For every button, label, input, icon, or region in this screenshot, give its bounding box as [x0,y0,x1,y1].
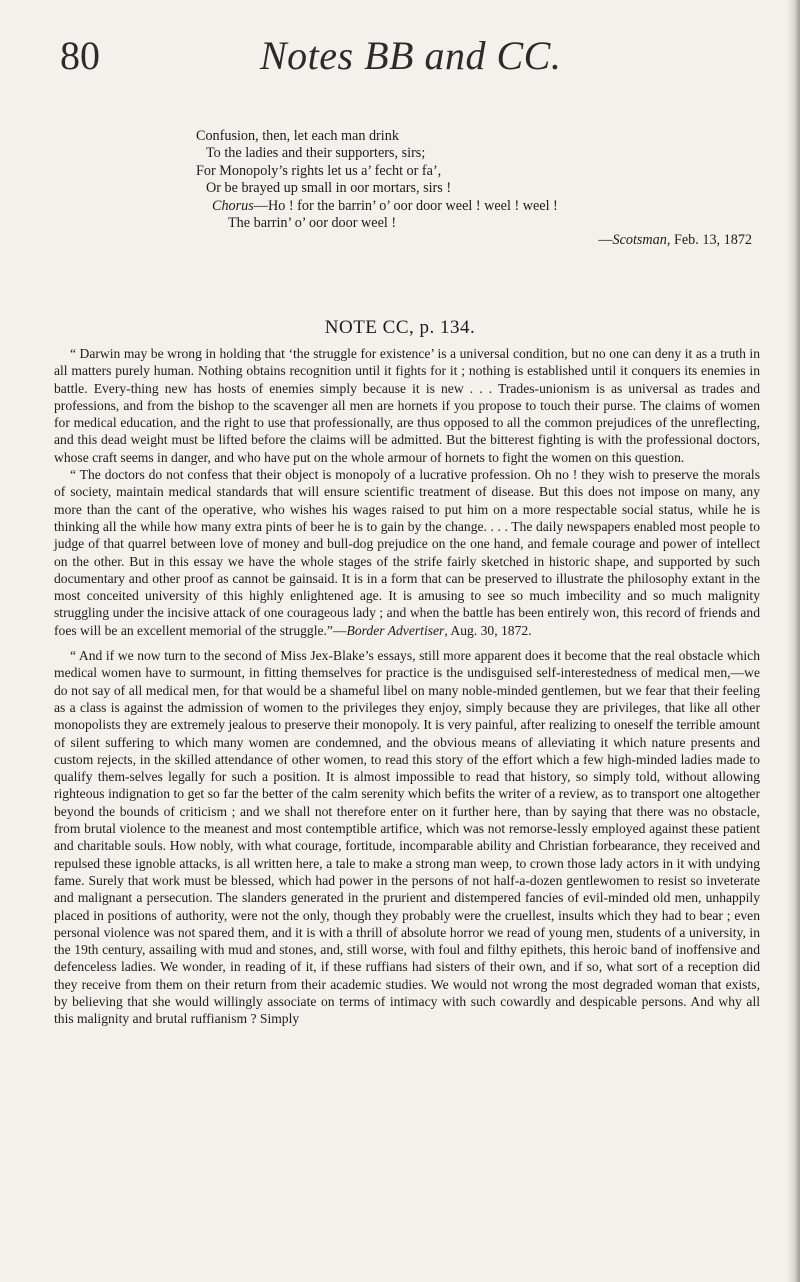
poem-line-2: To the ladies and their supporters, sirs; [206,145,426,162]
note-paragraph-1: “ Darwin may be wrong in holding that ‘the struggle for existence’ is a universal condition, but no one can deny it as a truth in all matters purely human. Nothing obtains recognition until it fights for it ; nothing is established until it conquers its enemies in battle. Every-thing new has hosts of enemies simply because it is new . . . Trades-unionism is as universal as trades and professions, and from the bishop to the scavenger all men are hornets if you propose to touch their purse. The claims of women for medical education, and the right to use that professionally, are thus opposed to all the common prejudices of the unreflecting, and this dead weight must be lifted before the claims will be admitted. But the bitterest fighting is with the professional doctors, whose craft seems in danger, and who have put on the whole armour of hornets to fight the women on this question. [54,346,760,465]
poem-source: —Scotsman, Feb. 13, 1872 [598,232,752,249]
poem-chorus [196,198,756,215]
poem-line-3: For Monopoly’s rights let us a’ fecht or fa’, [196,162,442,179]
poem-line-4: Or be brayed up small in oor mortars, sirs ! [206,180,452,197]
page-header [60,32,760,92]
note-paragraph-3: “ And if we now turn to the second of Miss Jex-Blake’s essays, still more apparent does it become that the real obstacle which medical women have to surmount, in fitting themselves for practice is the undisguised self-interestedness of medical men,—we do not say of all medical men, for that would be a shameful libel on many noble-minded gentlemen, but we fear that their feeling as a class is against the admission of women to the privileges they enjoy, simply because they are privileges, that like all other monopolists they are extremely jealous to preserve their monopoly. It is very painful, after realizing to oneself the terrible amount of silent suffering to which many women are condemned, and the obvious means of alleviating it which nature presents and custom rejects, in the skilled attendance of other women, to read this story of the effort which a few high-minded ladies made to qualify them-selves legally for such a position. It is almost impossible to read that history, so simply told, without allowing righteous indignation to get so far the better of the calm serenity which befits the writer of a review, as to transport one altogether beyond the bounds of criticism ; and we shall not therefore enter on it further here, than by saying that there was no obstacle, from brutal violence to the meanest and most contemptible artifice, which was not remorse-lessly employed against these patient and charitable souls. How nobly, with what courage, fortitude, incomparable ability and Christian forbearance, they received and repulsed these ignoble attacks, is all written here, a tale to make a strong man weep, to crown those lady actors in it with undying fame. Surely that work must be blessed, which had power in the persons of not half-a-dozen gentlewomen to resist so inveterate and malignant a persecution. The slanders generated in the prurient and distempered fancies of evil-minded old men, unhappily placed in positions of authority, were not the only, though they probably were the cruellest, insults which they had to bear ; even personal violence was not spared them, and it is with a thrill of absolute horror we read of young men, students of a university, in the 19th century, assailing with mud and stones, and, still worse, with foul and filthy epithets, this heroic band of inoffensive and defenceless ladies. We wonder, in reading of it, if these ruffians had sisters of their own, and if so, what sort of a reception did they receive from them on their return from their academic studies. We would not wrong the most degraded woman that exists, by believing that she would willingly associate on terms of intimacy with such cowardly and despicable persons. And why all this malignity and brutal ruffianism ? Simply [54,648,760,1027]
page-number: 80 [60,33,100,78]
note-paragraph-2-text: “ The doctors do not confess that their object is monopoly of a lucrative profession. Oh no ! they wish to preserve the morals of society, maintain medical standards that will ensure scientific treatment of disease. But this does not impose on many, any more than the cant of the operative, who wishes his wages raised to put him on a more respectable social status, while he is thinking all the while how many extra pints of beer he is to gain by the change. . . . The daily newspapers enabled most people to judge of that quarrel between love of money and bull-dog prejudice on the one hand, and female courage and power of intellect on the other. But in this essay we have the whole stages of the strife fairly sketched in historic shape, and supported by such documentary and other proof as cannot be gainsaid. It is in a form that can be preserved to illustrate the philosophy extant in the most conceited university of this highly enlightened age. It is amusing to see so much imbecility and so much malignity struggling under the incisive attack of one courageous lady ; and when the battle has been entirely won, this record of friends and foes will be an excellent memorial of the struggle.”— [54,467,760,638]
poem-refrain: The barrin’ o’ oor door weel ! [228,215,397,232]
poem-source-name: Scotsman [612,232,667,249]
poem-line-1: Confusion, then, let each man drink [196,128,399,144]
poem-stanza [196,128,756,250]
page-edge-shadow [786,0,800,1282]
note-paragraph-2-date: , Aug. 30, 1872. [444,622,532,638]
running-head: Notes BB and CC. [260,33,562,78]
note-paragraph-2 [54,466,760,639]
note-body [54,345,760,1028]
chorus-label: Chorus [212,197,254,214]
poem-source-date: , Feb. 13, 1872 [666,232,752,249]
note-paragraph-2-source: Border Advertiser [346,622,445,638]
note-heading: NOTE CC, p. 134. [324,317,476,338]
chorus-text: —Ho ! for the barrin’ o’ oor door weel ! weel ! weel ! [253,197,558,214]
